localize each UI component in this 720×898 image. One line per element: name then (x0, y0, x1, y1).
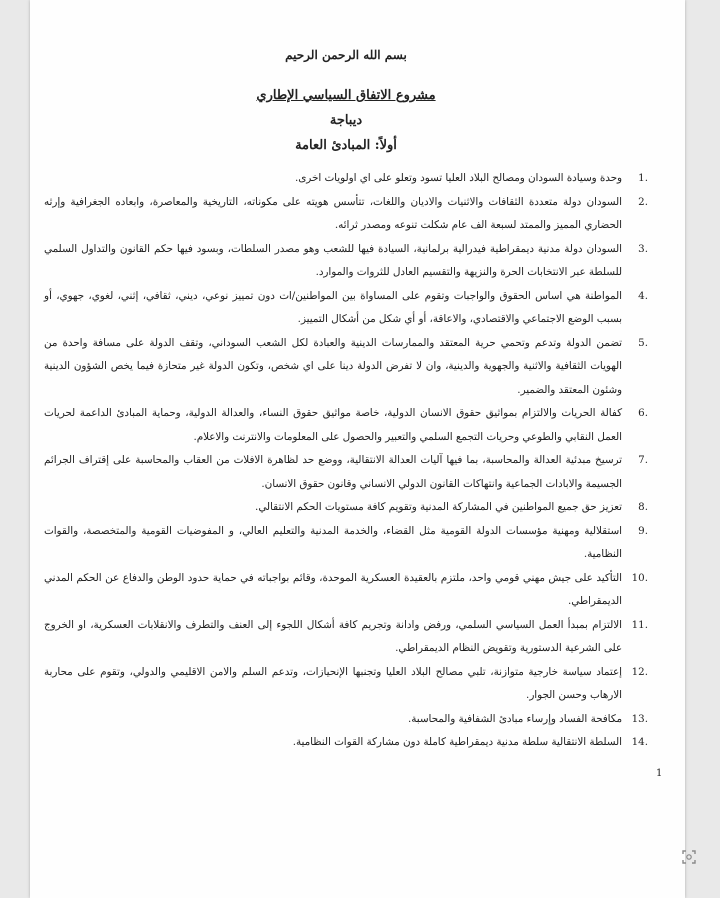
clause-item (44, 285, 648, 332)
basmala-heading: بسم الله الرحمن الرحيم (285, 48, 407, 62)
clause-number: 3. (638, 242, 648, 255)
clause-number: 7. (638, 454, 648, 466)
clause-number: 8. (638, 501, 648, 513)
clause-number: 13. (631, 712, 648, 725)
clause-number: 4. (638, 289, 648, 302)
clause-text: الالتزام بمبدأ العمل السياسي السلمي، ورفض وادانة وتجريم كافة أشكال اللجوء إلى العنف والتطرف والانقلابات العسكرية، او الخروج على الشرعية الدستورية وتقويض النظام الديمقراطي. (44, 618, 622, 654)
section-heading: أولاً: المبادئ العامة (295, 138, 397, 153)
clause-text: تعزيز حق جميع المواطنين في المشاركة المدنية وتقويم كافة مستويات الحكم الانتقالي. (255, 501, 622, 513)
clause-number: 6. (638, 407, 648, 419)
clause-number: 11. (631, 618, 648, 631)
clause-text: وحدة وسيادة السودان ومصالح البلاد العليا تسود وتعلو على اي اولويات اخرى. (294, 172, 622, 184)
clause-item (44, 520, 648, 567)
clause-number: 5. (638, 336, 648, 349)
clause-number: 14. (631, 736, 648, 748)
clause-text: المواطنة هي اساس الحقوق والواجبات وتقوم على المساواة بين المواطنين/ات دون تمييز نوعي، ديني، ثقافي، إثني، لغوي، جهوي، أو بسبب الوضع الاجتماعي والاقتصادي، والاعاقة، أو أي شكل من أشكال التمييز. (44, 289, 622, 325)
clause-item (44, 496, 648, 520)
clause-text: التأكيد على جيش مهني قومي واحد، ملتزم بالعقيدة العسكرية الموحدة، وقائم بواجباته في حماية حدود الوطن والدفاع عن الحكم المدني الديمقراطي. (44, 571, 622, 607)
clause-number: 12. (631, 665, 648, 678)
clause-item (44, 449, 648, 496)
document-page (30, 0, 685, 898)
scan-icon[interactable] (682, 850, 696, 864)
clause-item (44, 332, 648, 403)
document-body (44, 48, 648, 755)
clause-item (44, 167, 648, 191)
clause-text: ترسيخ مبدئية العدالة والمحاسبة، بما فيها آليات العدالة الانتقالية، ووضع حد لظاهرة الافلات من العقاب والمحاسبة على إقتراف الجرائم الجسيمة والابادات الجماعية وانتهاكات القانون الدولي الانساني وقانون حقوق الانسان. (44, 454, 622, 490)
clause-item (44, 614, 648, 661)
document-title: مشروع الاتفاق السياسي الإطاري (256, 88, 436, 103)
clause-item (44, 191, 648, 238)
clause-text: إعتماد سياسة خارجية متوازنة، تلبي مصالح البلاد العليا وتجنبها الإنحيازات، وتدعم السلم والامن الاقليمي والدولي، وتقوم على محاربة الارهاب وحسن الجوار. (44, 665, 622, 701)
clause-text: تضمن الدولة وتدعم وتحمي حرية المعتقد والممارسات الدينية والعبادة لكل الشعب السوداني، وتقف الدولة على مسافة واحدة من الهويات الثقافية والاثنية والجهوية والدينية، وان لا تفرض الدولة دينا على اي شخص، وتكون الدولة غير متحازة فيما يخص الشؤون الدينية وشئون المعتقد والضمير. (44, 336, 622, 396)
clause-number: 1. (638, 172, 648, 184)
page-number: 1 (656, 768, 663, 779)
clause-number: 2. (638, 195, 648, 208)
clause-text: استقلالية ومهنية مؤسسات الدولة القومية مثل القضاء، والخدمة المدنية والتعليم العالي، و المفوضيات القومية والمتخصصة، والقوات النظامية. (44, 524, 622, 560)
clause-text: السلطة الانتقالية سلطة مدنية ديمقراطية كاملة دون مشاركة القوات النظامية. (292, 736, 622, 748)
preamble-heading: ديباجة (329, 113, 363, 128)
clause-item (44, 402, 648, 449)
clause-item (44, 567, 648, 614)
clause-number: 10. (631, 571, 648, 584)
clause-item (44, 708, 648, 732)
clause-list (44, 167, 648, 755)
clause-item (44, 661, 648, 708)
clause-number: 9. (638, 524, 648, 537)
clause-item (44, 731, 648, 755)
clause-text: السودان دولة متعددة الثقافات والاثنيات والاديان واللغات، تتأسس هويته على مكوناته، التاريخية والمعاصرة، وابعاده الجغرافية وإرثه الحضاري المميز والممتد لسبعة الف عام شكلت تنوعه ومصدر ثرائه. (44, 195, 622, 231)
clause-item (44, 238, 648, 285)
clause-text: السودان دولة مدنية ديمقراطية فيدرالية برلمانية، السيادة فيها للشعب وهو مصدر السلطات، وبسود فيها حكم القانون والتداول السلمي للسلطة عبر الانتخابات الحرة والنزيهة والتقسيم العادل للثروات والموارد. (44, 242, 622, 278)
clause-text: كفالة الحريات والالتزام بمواثيق حقوق الانسان الدولية، خاصة مواثيق حقوق النساء، والعدالة الدولية، وحماية المبادئ الداعمة لحريات العمل النقابي والطوعي وحريات التجمع السلمي والتعبير والحصول على المعلومات والانترنت والاعلام. (44, 407, 622, 443)
clause-text: مكافحة الفساد وإرساء مبادئ الشفافية والمحاسبة. (407, 712, 622, 725)
